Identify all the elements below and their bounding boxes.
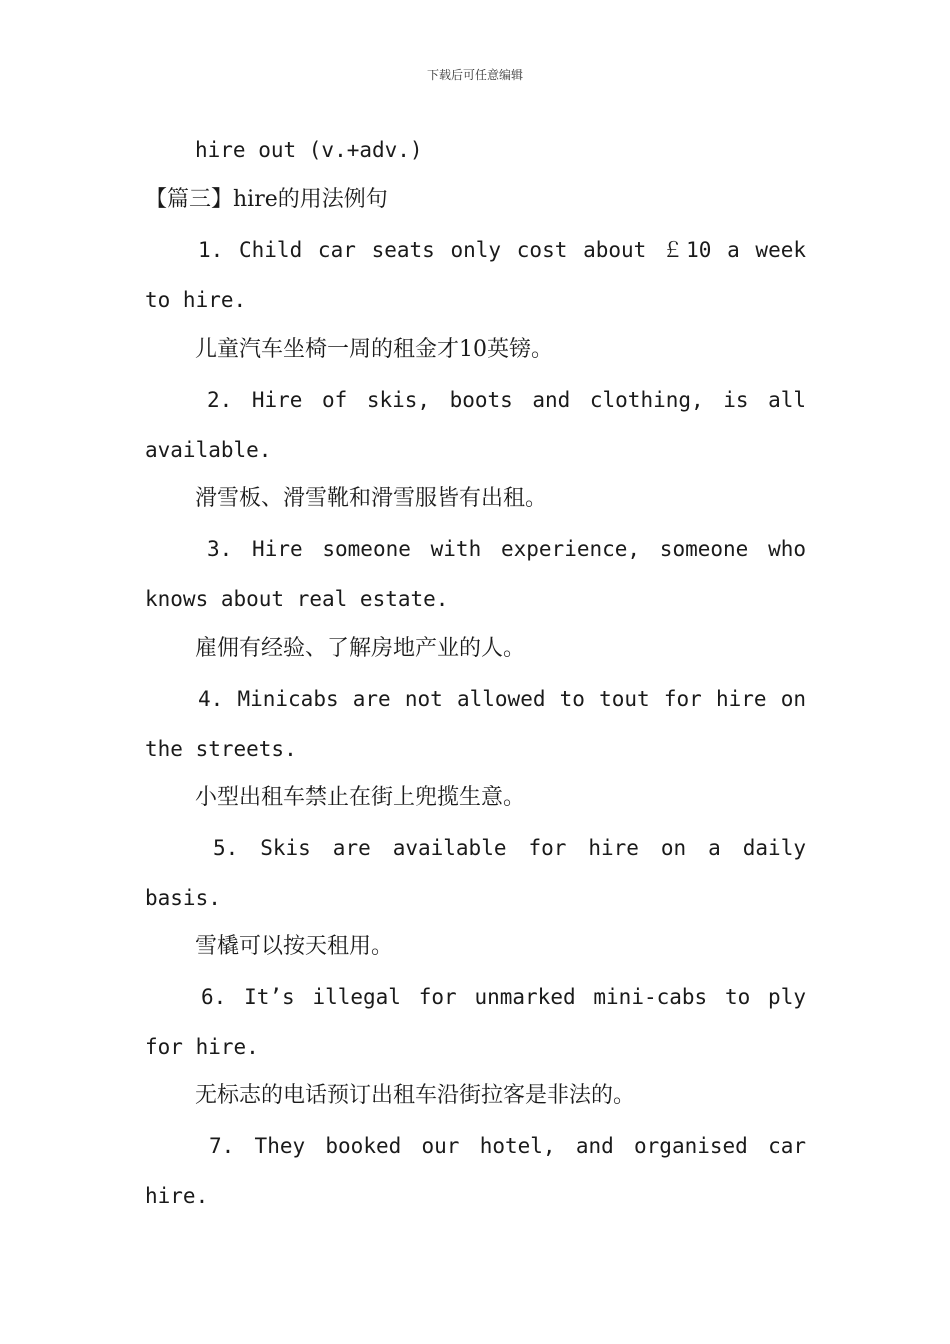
example-7-line-2: hire.: [145, 1184, 209, 1208]
example-4-line-1: 4. Minicabs are not allowed to tout for hire on: [198, 687, 806, 711]
usage-note: hire out (v.+adv.): [195, 138, 423, 162]
example-5-translation: 雪橇可以按天租用。: [195, 934, 394, 959]
example-5-line-1: 5. Skis are available for hire on a daily: [213, 836, 806, 860]
page-header: 下载后可任意编辑: [426, 68, 523, 82]
section-heading: 【篇三】hire的用法例句: [145, 187, 388, 212]
example-5-line-2: basis.: [145, 886, 221, 910]
example-2-line-2: available.: [145, 438, 272, 462]
example-6-line-1: 6. It’s illegal for unmarked mini-cabs to ply: [201, 985, 806, 1009]
example-4-translation: 小型出租车禁止在街上兜揽生意。: [195, 785, 526, 810]
example-6-translation: 无标志的电话预订出租车沿街拉客是非法的。: [195, 1083, 636, 1108]
example-6-line-2: for hire.: [145, 1035, 259, 1059]
example-1-translation: 儿童汽车坐椅一周的租金才10英镑。: [195, 337, 553, 362]
example-3-translation: 雇佣有经验、了解房地产业的人。: [195, 636, 526, 661]
example-2-line-1: 2. Hire of skis, boots and clothing, is all: [207, 388, 806, 412]
example-1-line-2: to hire.: [145, 288, 247, 312]
example-1-line-1: 1. Child car seats only cost about ￡10 a week: [198, 238, 806, 262]
example-7-line-1: 7. They booked our hotel, and organised car: [209, 1134, 806, 1158]
example-2-translation: 滑雪板、滑雪靴和滑雪服皆有出租。: [195, 486, 548, 511]
example-4-line-2: the streets.: [145, 737, 297, 761]
example-3-line-1: 3. Hire someone with experience, someone who: [207, 537, 806, 561]
example-3-line-2: knows about real estate.: [145, 587, 449, 611]
